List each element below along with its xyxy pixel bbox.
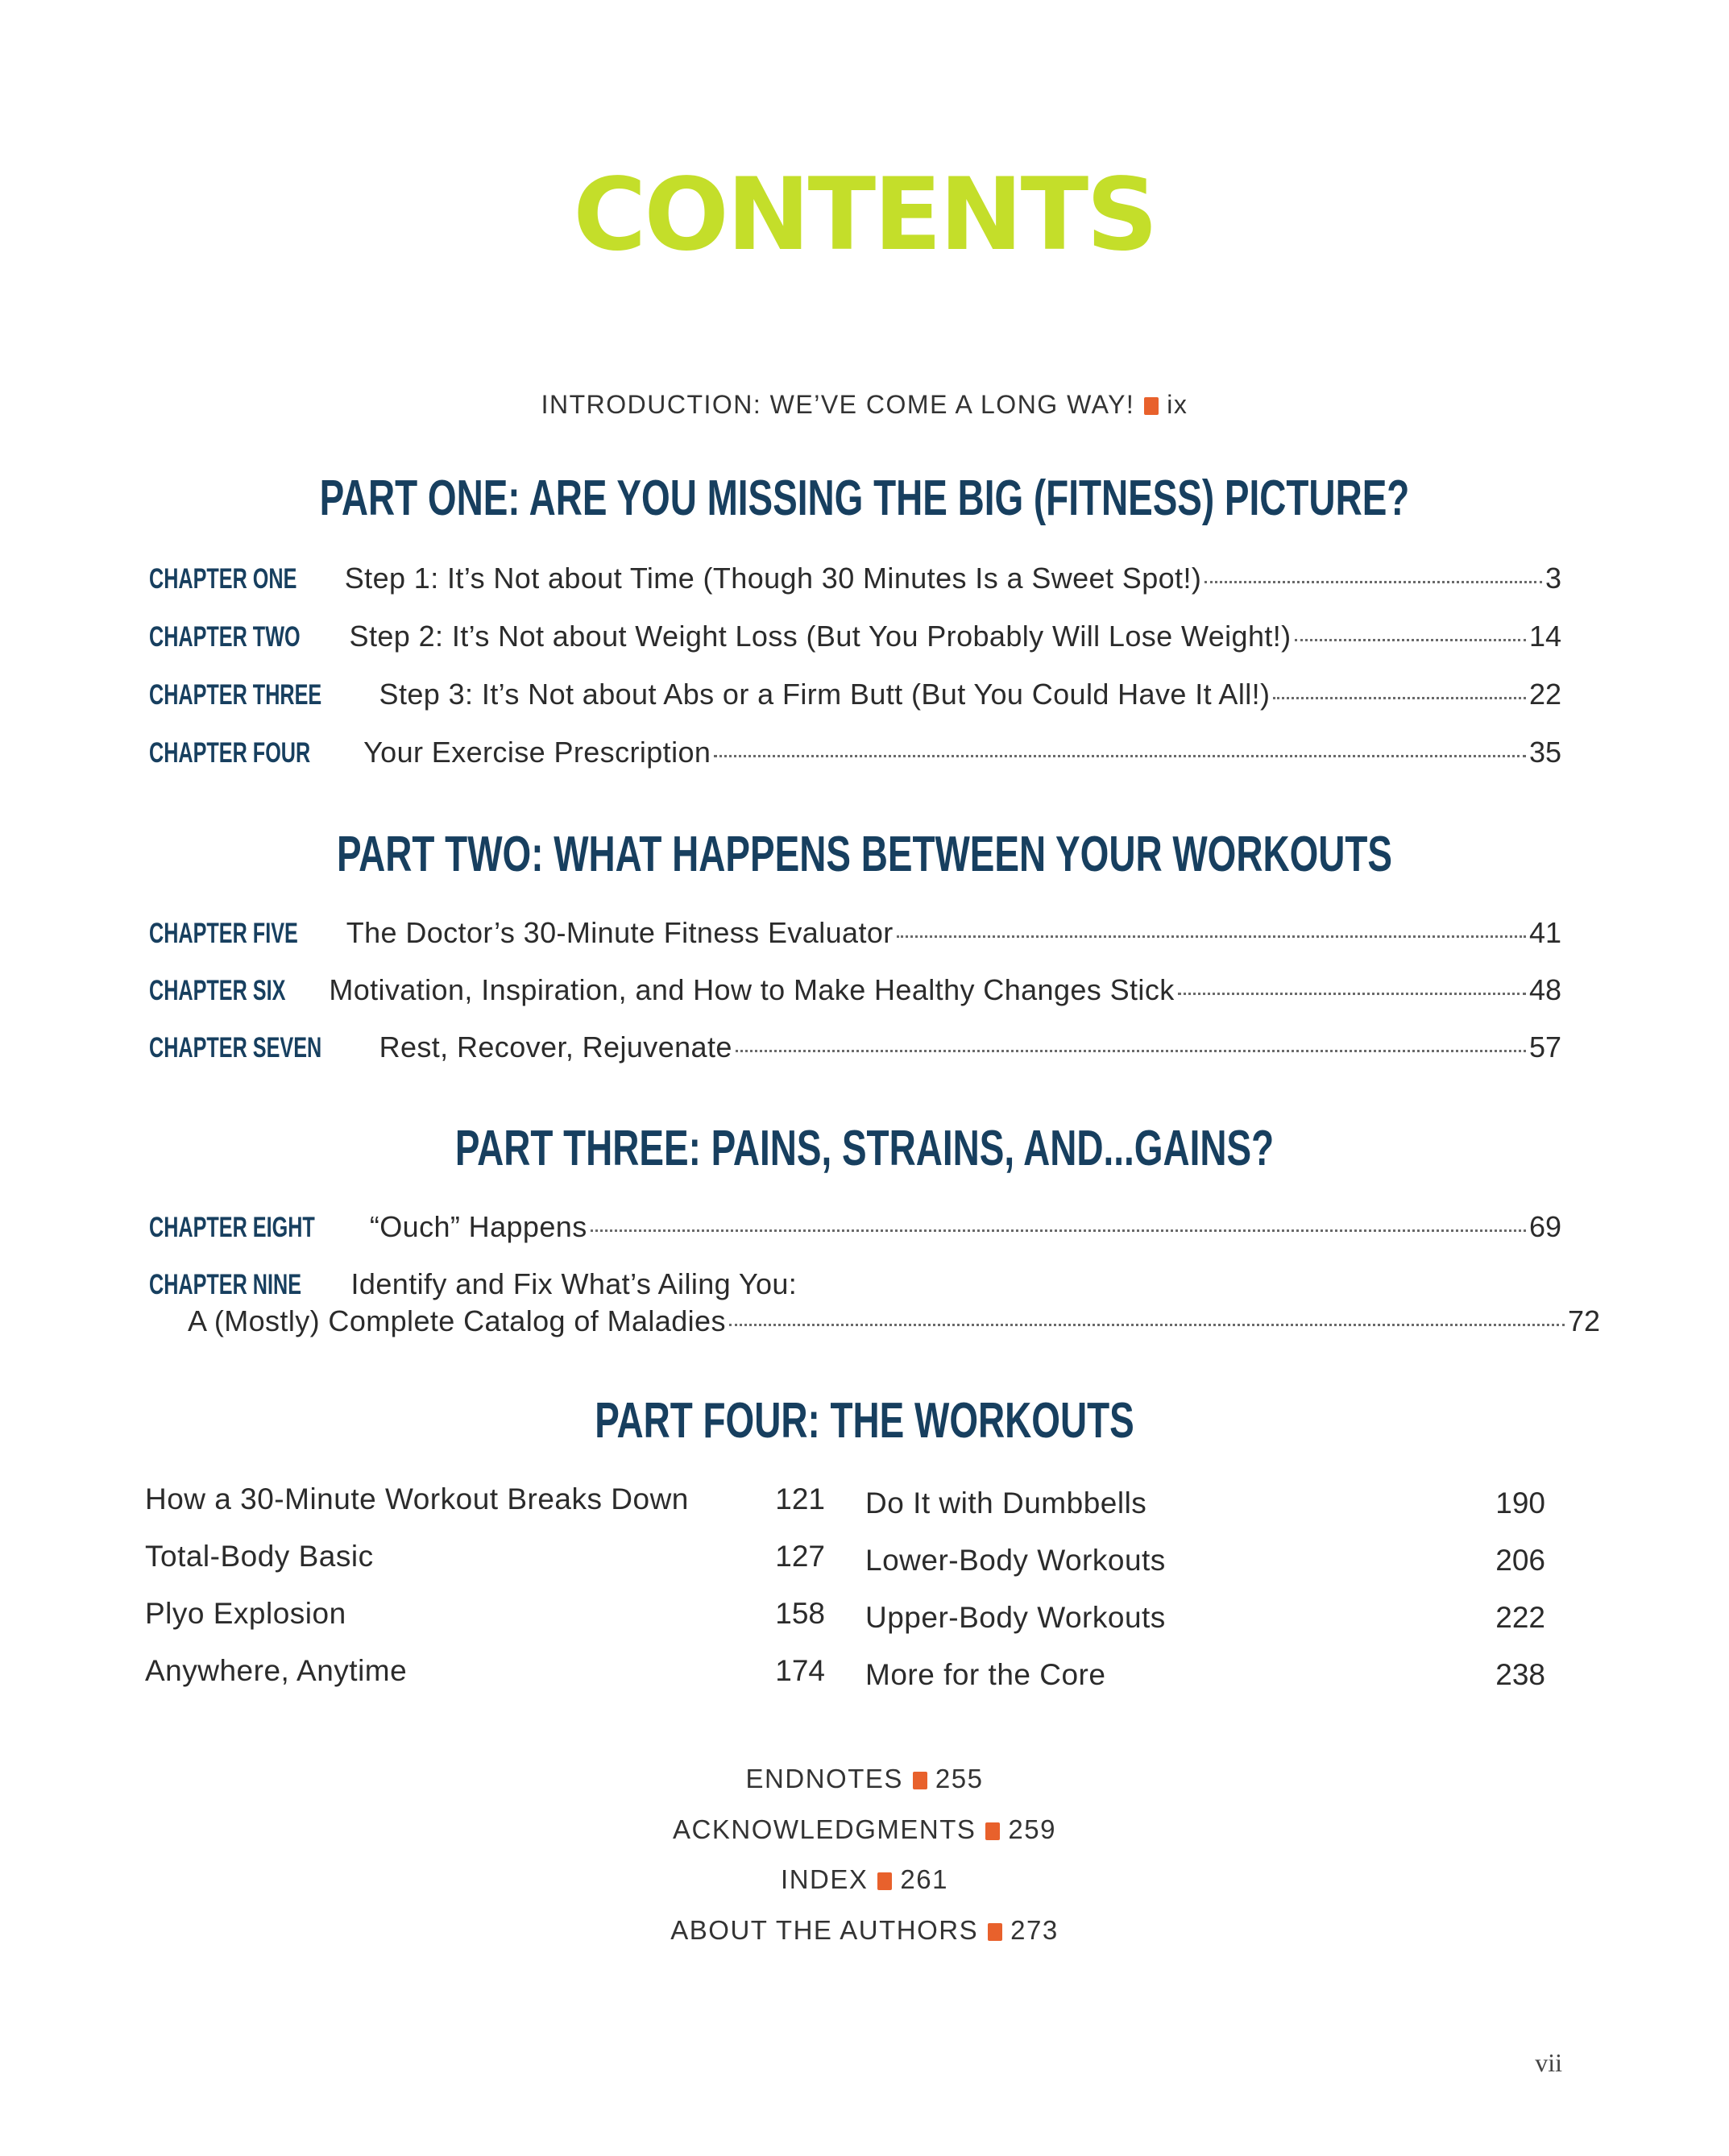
workout-page: 158 <box>775 1597 825 1630</box>
chapter-entry-three[interactable] <box>149 678 1561 718</box>
chapter-page: 69 <box>1528 1210 1561 1243</box>
chapter-title-continued: A (Mostly) Complete Catalog of Maladies <box>188 1304 726 1337</box>
chapter-entry-six[interactable] <box>149 973 1561 1014</box>
part-one-heading: PART ONE: ARE YOU MISSING THE BIG (FITNESS) PICTURE? <box>319 471 1410 526</box>
chapter-page: 57 <box>1528 1030 1561 1063</box>
workout-page: 206 <box>1495 1544 1545 1577</box>
chapter-entry-two[interactable] <box>149 620 1561 660</box>
chapter-page: 14 <box>1528 620 1561 653</box>
back-matter-label: INDEX <box>781 1864 869 1894</box>
introduction-page: ix <box>1167 390 1188 419</box>
workout-page: 174 <box>775 1654 825 1687</box>
chapter-label: CHAPTER EIGHT <box>149 1212 315 1243</box>
back-matter-page: 259 <box>1008 1814 1056 1844</box>
chapter-label: CHAPTER FOUR <box>149 737 311 769</box>
back-matter-label: ENDNOTES <box>745 1764 903 1793</box>
workout-page: 222 <box>1495 1601 1545 1634</box>
back-matter-entry[interactable] <box>0 1915 1729 1946</box>
chapter-label: CHAPTER NINE <box>149 1269 302 1300</box>
back-matter-entry[interactable] <box>0 1764 1729 1794</box>
dot-leader <box>714 754 1526 757</box>
back-matter-entry[interactable] <box>0 1814 1729 1845</box>
workout-title[interactable]: More for the Core <box>865 1658 1106 1691</box>
chapter-page: 41 <box>1528 916 1561 949</box>
part-four-heading: PART FOUR: THE WORKOUTS <box>595 1393 1134 1449</box>
workout-title[interactable]: Do It with Dumbbells <box>865 1486 1147 1520</box>
chapter-entry-eight[interactable] <box>149 1210 1561 1250</box>
workout-title[interactable]: Anywhere, Anytime <box>145 1654 408 1687</box>
back-matter-entry[interactable] <box>0 1864 1729 1895</box>
chapter-title: Step 2: It’s Not about Weight Loss (But You Probably Will Lose Weight!) <box>349 620 1292 653</box>
back-matter-page: 273 <box>1010 1915 1059 1945</box>
chapter-title: The Doctor’s 30-Minute Fitness Evaluator <box>346 916 894 949</box>
chapter-title: Motivation, Inspiration, and How to Make Healthy Changes Stick <box>329 973 1175 1006</box>
back-matter-page: 261 <box>900 1864 948 1894</box>
dot-leader <box>729 1323 1565 1326</box>
workout-title[interactable]: How a 30-Minute Workout Breaks Down <box>145 1482 689 1515</box>
dot-leader <box>591 1229 1526 1232</box>
square-bullet-icon <box>1144 397 1159 415</box>
page-title: CONTENTS <box>573 157 1156 273</box>
workout-page: 127 <box>775 1540 825 1573</box>
dot-leader <box>736 1049 1526 1052</box>
chapter-label: CHAPTER ONE <box>149 563 297 595</box>
back-matter-label: ACKNOWLEDGMENTS <box>673 1814 976 1844</box>
chapter-label: CHAPTER TWO <box>149 621 301 653</box>
chapter-page: 48 <box>1528 973 1561 1006</box>
part-two-heading: PART TWO: WHAT HAPPENS BETWEEN YOUR WORKOUTS <box>336 827 1393 882</box>
chapter-page: 72 <box>1567 1304 1600 1337</box>
chapter-label: CHAPTER SEVEN <box>149 1032 322 1063</box>
dot-leader <box>1204 580 1542 583</box>
back-matter-label: ABOUT THE AUTHORS <box>670 1915 979 1945</box>
chapter-label: CHAPTER FIVE <box>149 918 298 949</box>
chapter-title: Step 3: It’s Not about Abs or a Firm Butt (But You Could Have It All!) <box>379 678 1271 711</box>
dot-leader <box>1295 638 1526 641</box>
chapter-page: 3 <box>1544 562 1561 595</box>
part-three-heading: PART THREE: PAINS, STRAINS, AND...GAINS? <box>454 1121 1275 1176</box>
introduction-entry[interactable] <box>0 390 1729 420</box>
chapter-entry-one[interactable] <box>149 562 1561 602</box>
workout-title[interactable]: Upper-Body Workouts <box>865 1601 1166 1634</box>
workout-page: 238 <box>1495 1658 1545 1691</box>
chapter-page: 35 <box>1528 736 1561 769</box>
chapter-page: 22 <box>1528 678 1561 711</box>
chapter-entry-seven[interactable] <box>149 1030 1561 1071</box>
chapter-entry-five[interactable] <box>149 916 1561 956</box>
chapter-title: Your Exercise Prescription <box>363 736 711 769</box>
dot-leader <box>1178 992 1526 995</box>
workout-title[interactable]: Plyo Explosion <box>145 1597 346 1630</box>
dot-leader <box>1273 696 1526 699</box>
back-matter-page: 255 <box>935 1764 984 1793</box>
chapter-title: Step 1: It’s Not about Time (Though 30 Minutes Is a Sweet Spot!) <box>344 562 1202 595</box>
workout-title[interactable]: Lower-Body Workouts <box>865 1544 1166 1577</box>
square-bullet-icon <box>985 1822 1000 1840</box>
workout-page: 190 <box>1495 1486 1545 1520</box>
dot-leader <box>897 935 1526 938</box>
square-bullet-icon <box>988 1923 1002 1941</box>
chapter-title: Rest, Recover, Rejuvenate <box>379 1030 732 1063</box>
chapter-title: Identify and Fix What’s Ailing You: <box>350 1267 798 1300</box>
chapter-label: CHAPTER THREE <box>149 679 322 711</box>
introduction-label: INTRODUCTION: WE’VE COME A LONG WAY! <box>541 390 1135 419</box>
chapter-label: CHAPTER SIX <box>149 975 286 1006</box>
square-bullet-icon <box>913 1772 927 1789</box>
workout-title[interactable]: Total-Body Basic <box>145 1540 374 1573</box>
square-bullet-icon <box>877 1872 892 1890</box>
workout-page: 121 <box>775 1482 825 1515</box>
page-number: vii <box>1535 2048 1562 2077</box>
chapter-entry-nine[interactable] <box>149 1267 1600 1348</box>
chapter-title: “Ouch” Happens <box>369 1210 587 1243</box>
chapter-entry-four[interactable] <box>149 736 1561 776</box>
